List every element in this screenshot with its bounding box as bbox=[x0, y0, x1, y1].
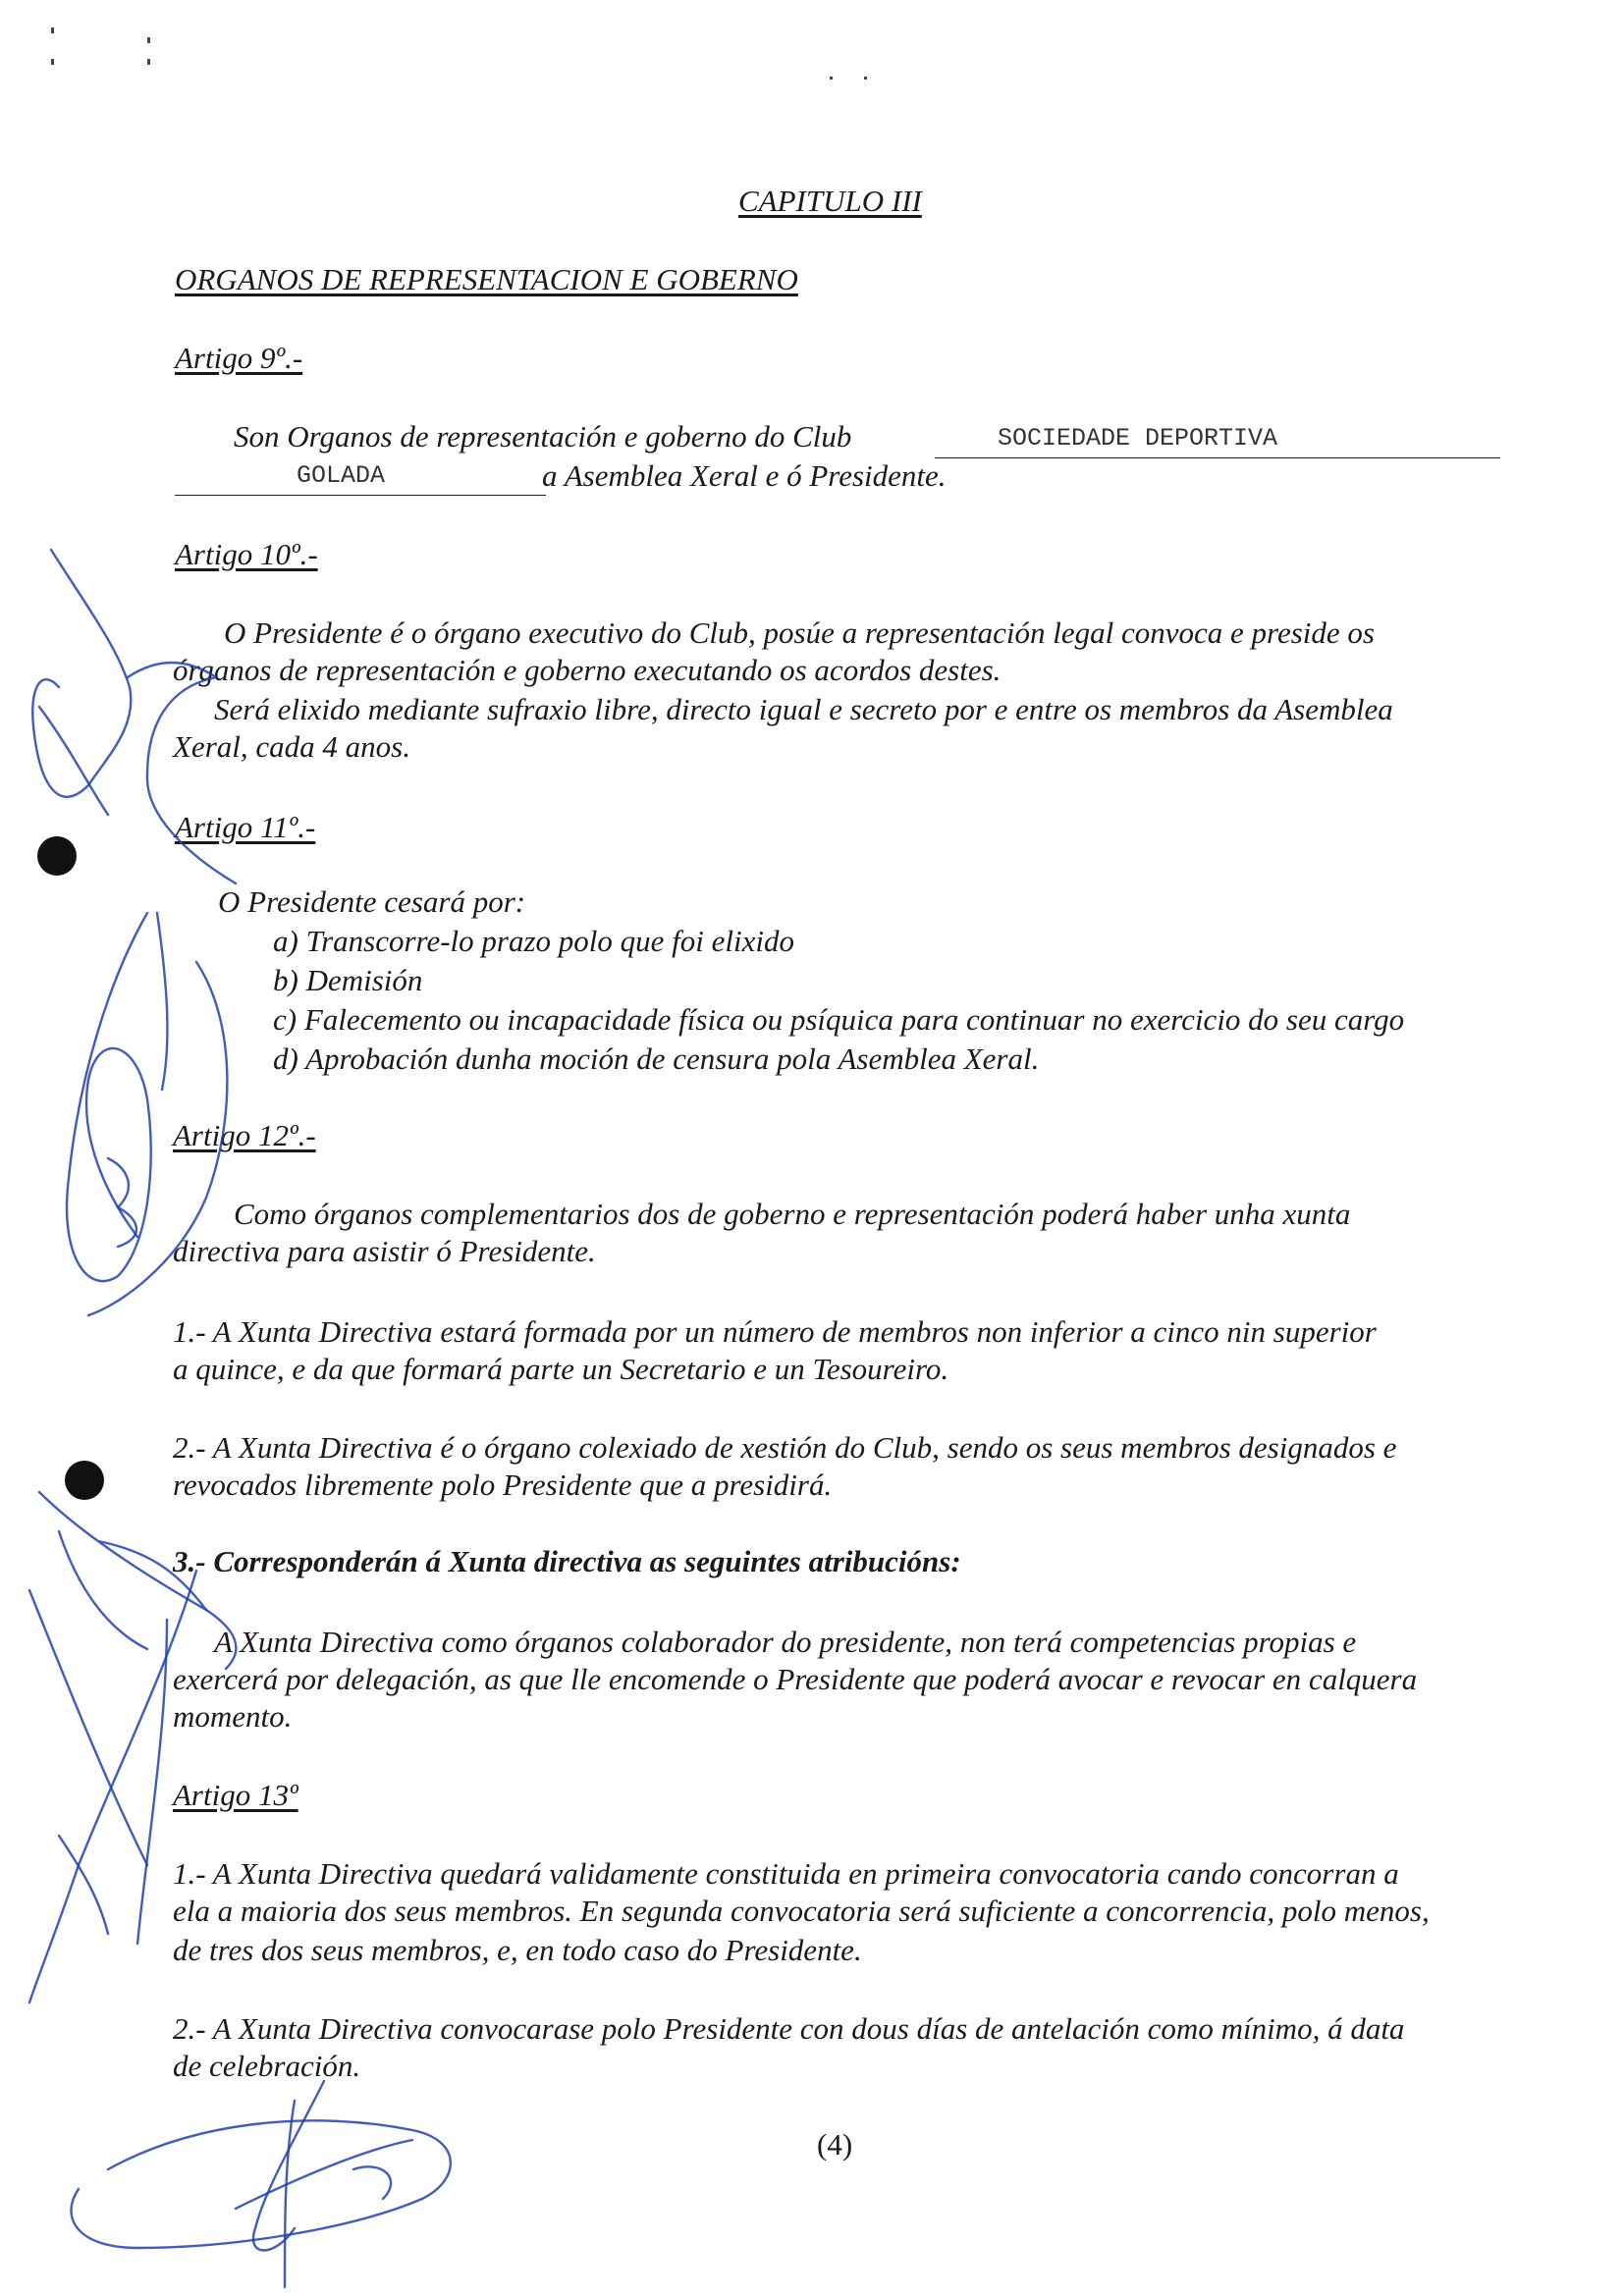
section-title: ORGANOS DE REPRESENTACION E GOBERNO bbox=[175, 262, 798, 296]
signature-stroke bbox=[353, 2166, 391, 2199]
signature-stroke bbox=[59, 1836, 108, 1934]
scan-speck bbox=[830, 77, 833, 80]
page-number: (4) bbox=[817, 2127, 853, 2162]
scan-speck bbox=[51, 27, 54, 33]
signature-stroke bbox=[137, 1620, 167, 1944]
article-10-line-2: órganos de representación e goberno executando os acordos destes. bbox=[173, 653, 1001, 687]
article-10-line-4: Xeral, cada 4 anos. bbox=[173, 729, 410, 764]
signature-stroke bbox=[157, 913, 167, 1090]
scan-speck bbox=[147, 59, 150, 65]
article-9-line-2: a Asemblea Xeral e ó Presidente. bbox=[542, 458, 947, 493]
club-name-field-2: GOLADA bbox=[297, 461, 386, 490]
article-13-p1-line-2: ela a maioria dos seus membros. En segunda convocatoria será suficiente a concorrencia, polo menos, bbox=[173, 1894, 1430, 1928]
signature-stroke bbox=[236, 2140, 412, 2209]
club-name-field-1: SOCIEDADE DEPORTIVA bbox=[998, 424, 1278, 453]
article-10-line-1: O Presidente é o órgano executivo do Club, posúe a representación legal convoca e preside os bbox=[224, 615, 1375, 650]
article-10-line-3: Será elixido mediante sufraxio libre, directo igual e secreto por e entre os membros da Asemblea bbox=[214, 692, 1393, 726]
signature-stroke bbox=[29, 1590, 147, 1865]
punch-hole-dot bbox=[37, 836, 77, 876]
signature-stroke bbox=[32, 550, 131, 797]
article-12-p5-line-3: momento. bbox=[173, 1699, 293, 1734]
scan-speck bbox=[147, 37, 150, 43]
article-12-p4: 3.- Corresponderán á Xunta directiva as seguintes atribucións: bbox=[173, 1544, 961, 1578]
article-11-item-a: a) Transcorre-lo prazo polo que foi elixido bbox=[273, 924, 794, 958]
signature-stroke bbox=[59, 1531, 147, 1649]
signature-stroke bbox=[72, 2120, 451, 2248]
article-12-p2-line-2: a quince, e da que formará parte un Secretario e un Tesoureiro. bbox=[173, 1352, 949, 1386]
article-11-intro: O Presidente cesará por: bbox=[218, 884, 526, 919]
article-11-item-d: d) Aprobación dunha moción de censura pola Asemblea Xeral. bbox=[273, 1041, 1040, 1076]
scan-speck bbox=[864, 77, 867, 80]
scan-speck bbox=[51, 59, 54, 65]
article-12-p1-line-2: directiva para asistir ó Presidente. bbox=[173, 1234, 596, 1268]
article-12-p3-line-1: 2.- A Xunta Directiva é o órgano colexiado de xestión do Club, sendo os seus membros designados e bbox=[173, 1430, 1397, 1465]
signature-stroke bbox=[108, 1158, 136, 1247]
article-13-p2-line-1: 2.- A Xunta Directiva convocarase polo Presidente con dous días de antelación como mínimo, á data bbox=[173, 2011, 1405, 2046]
article-9-heading: Artigo 9º.- bbox=[175, 341, 303, 375]
signature-stroke bbox=[39, 707, 108, 815]
signature-stroke bbox=[285, 2101, 295, 2287]
article-12-p2-line-1: 1.- A Xunta Directiva estará formada por un número de membros non inferior a cinco nin superior bbox=[173, 1314, 1377, 1349]
signature-stroke bbox=[253, 2081, 324, 2251]
article-11-item-c: c) Falecemento ou incapacidade física ou psíquica para continuar no exercicio do seu cargo bbox=[273, 1002, 1405, 1037]
article-12-p1-line-1: Como órganos complementarios dos de goberno e representación poderá haber unha xunta bbox=[234, 1197, 1351, 1231]
club-name-line-2 bbox=[175, 495, 546, 496]
article-12-heading: Artigo 12º.- bbox=[173, 1118, 316, 1152]
article-13-p2-line-2: de celebración. bbox=[173, 2049, 361, 2083]
punch-hole-dot bbox=[65, 1461, 104, 1500]
article-13-p1-line-3: de tres dos seus membros, e, en todo caso do Presidente. bbox=[173, 1933, 862, 1967]
article-10-heading: Artigo 10º.- bbox=[175, 537, 318, 571]
signature-stroke bbox=[29, 1571, 196, 2002]
signature-stroke bbox=[67, 913, 151, 1281]
article-11-heading: Artigo 11º.- bbox=[175, 810, 316, 844]
article-13-heading: Artigo 13º bbox=[173, 1778, 298, 1812]
article-12-p5-line-2: exercerá por delegación, as que lle encomende o Presidente que poderá avocar e revocar en calquera bbox=[173, 1662, 1418, 1696]
chapter-title: CAPITULO III bbox=[738, 184, 922, 218]
article-9-line-1: Son Organos de representación e goberno do Club bbox=[234, 419, 852, 454]
article-13-p1-line-1: 1.- A Xunta Directiva quedará validamente constituida en primeira convocatoria cando concorran a bbox=[173, 1856, 1399, 1891]
article-11-item-b: b) Demisión bbox=[273, 963, 423, 997]
article-12-p5-line-1: A Xunta Directiva como órganos colaborador do presidente, non terá competencias propias e bbox=[214, 1625, 1357, 1659]
article-12-p3-line-2: revocados libremente polo Presidente que a presidirá. bbox=[173, 1468, 833, 1502]
club-name-line-1 bbox=[935, 457, 1500, 458]
